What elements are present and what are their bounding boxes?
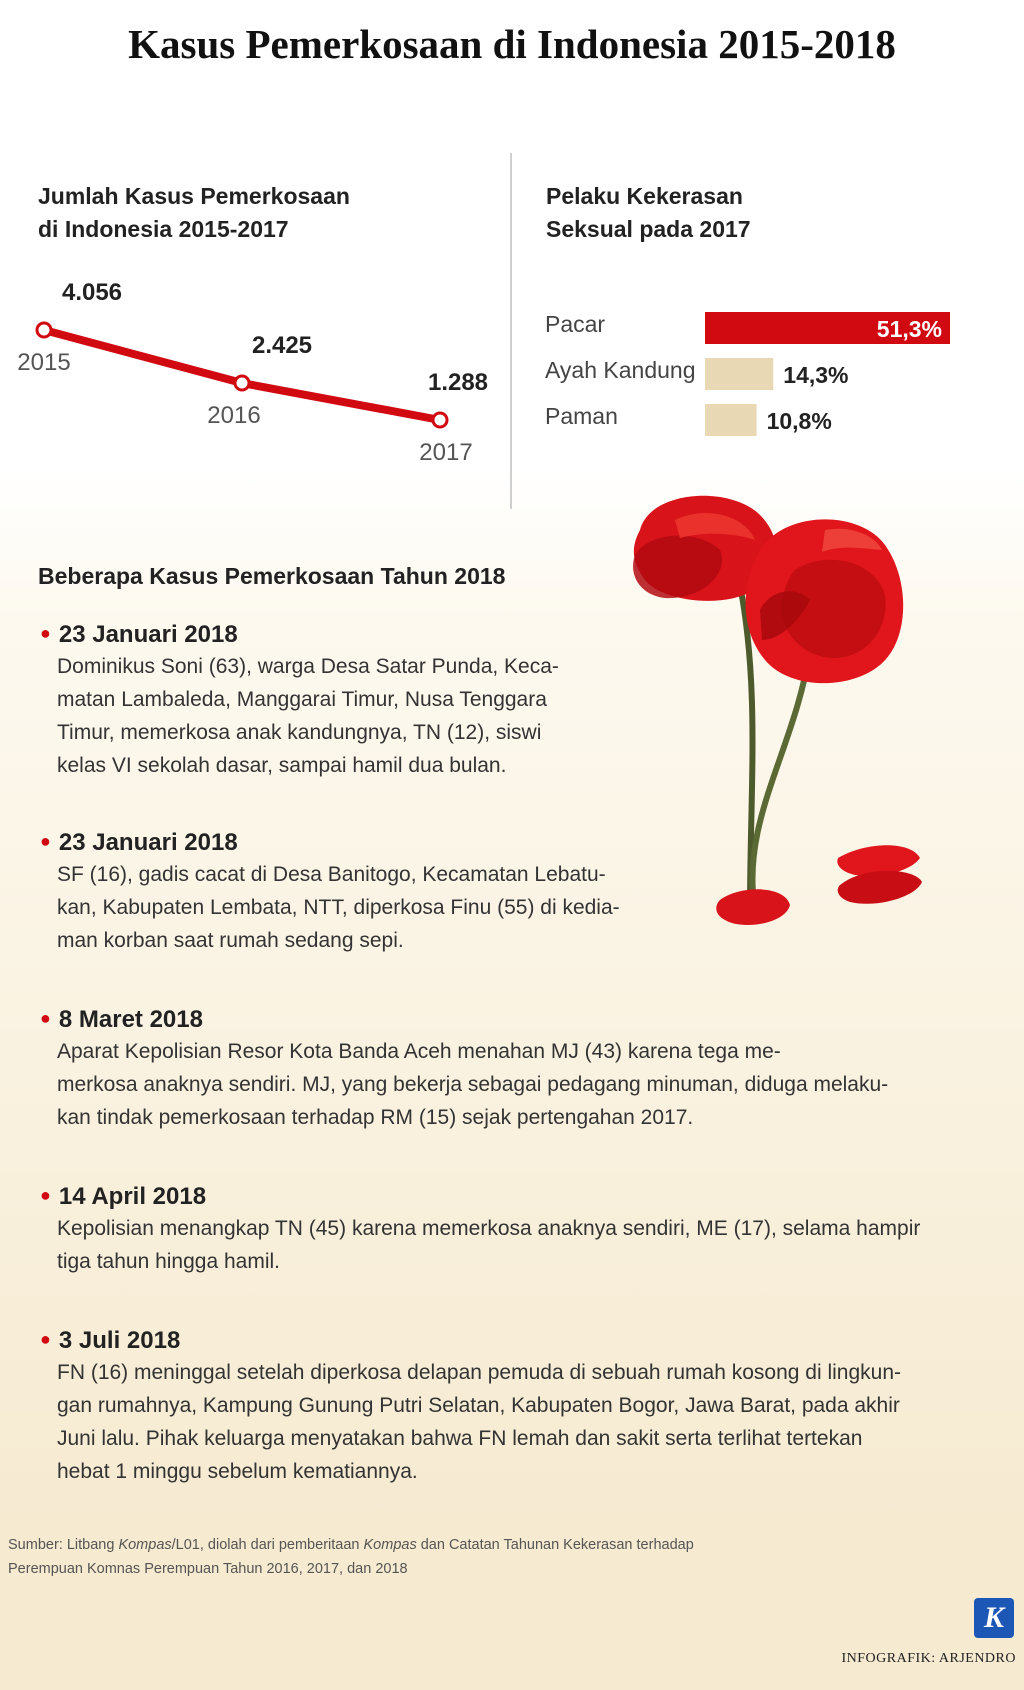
bar-value-label: 14,3% xyxy=(783,362,849,388)
page-title: Kasus Pemerkosaan di Indonesia 2015-2018 xyxy=(128,21,896,67)
case-line: Timur, memerkosa anak kandungnya, TN (12), siswi xyxy=(57,721,542,744)
bullet-dot-icon: ● xyxy=(40,1008,51,1028)
bar-chart-title-line1: Pelaku Kekerasan xyxy=(546,183,743,209)
line-chart xyxy=(0,250,510,480)
case-item xyxy=(40,1003,888,1134)
infographic-credit: INFOGRAFIK: ARJENDRO xyxy=(841,1651,1016,1666)
case-text xyxy=(57,1212,920,1278)
poppy-flower-icon xyxy=(610,490,1024,1000)
bullet-dot-icon: ● xyxy=(40,1329,51,1349)
case-item xyxy=(40,826,620,957)
data-label: 2.425 xyxy=(251,332,313,360)
data-point xyxy=(433,413,447,427)
kompas-logo-icon: K xyxy=(974,1598,1014,1638)
x-tick-label: 2015 xyxy=(17,349,71,376)
category-label: Paman xyxy=(545,403,618,429)
cases-section-title: Beberapa Kasus Pemerkosaan Tahun 2018 xyxy=(38,563,506,589)
x-tick-label: 2016 xyxy=(207,402,261,430)
case-date: 14 April 2018 xyxy=(58,1183,207,1210)
case-item xyxy=(40,618,559,782)
bar-chart-title xyxy=(546,180,751,246)
case-line: kan, Kabupaten Lembata, NTT, diperkosa Finu (55) di kedia- xyxy=(57,896,620,919)
x-tick-label: 2017 xyxy=(419,439,473,466)
line-chart-title xyxy=(38,180,350,246)
bar-chart xyxy=(530,300,1000,450)
data-point xyxy=(37,323,51,337)
case-item xyxy=(40,1180,920,1278)
bar xyxy=(705,358,773,390)
case-text xyxy=(57,1356,901,1488)
case-line: merkosa anaknya sendiri. MJ, yang bekerja sebagai pedagang minuman, diduga melaku- xyxy=(57,1073,889,1096)
case-date: 8 Maret 2018 xyxy=(58,1006,203,1033)
case-line: hebat 1 minggu sebelum kematiannya. xyxy=(57,1460,418,1483)
case-line: kan tindak pemerkosaan terhadap RM (15) sejak pertengahan 2017. xyxy=(57,1106,694,1129)
category-label: Pacar xyxy=(545,311,606,337)
case-line: gan rumahnya, Kampung Gunung Putri Selatan, Kabupaten Bogor, Jawa Barat, pada akhir xyxy=(57,1394,900,1417)
bar-value-label: 51,3% xyxy=(876,316,942,342)
case-date: 3 Juli 2018 xyxy=(58,1327,181,1354)
case-date: 23 Januari 2018 xyxy=(58,621,238,648)
case-item xyxy=(40,1324,901,1488)
case-line: FN (16) meninggal setelah diperkosa delapan pemuda di sebuah rumah kosong di lingkun- xyxy=(57,1361,902,1384)
case-text xyxy=(57,1035,888,1134)
case-date: 23 Januari 2018 xyxy=(58,829,238,856)
case-line: kelas VI sekolah dasar, sampai hamil dua bulan. xyxy=(57,754,507,777)
case-line: Dominikus Soni (63), warga Desa Satar Punda, Keca- xyxy=(57,655,559,678)
line-chart-title-line1: Jumlah Kasus Pemerkosaan xyxy=(38,183,350,209)
bullet-dot-icon: ● xyxy=(40,623,51,643)
category-label: Ayah Kandung xyxy=(545,357,696,383)
source-note xyxy=(8,1533,808,1581)
data-label: 1.288 xyxy=(427,369,489,396)
case-line: tiga tahun hingga hamil. xyxy=(57,1250,280,1273)
bar xyxy=(705,404,757,436)
case-line: SF (16), gadis cacat di Desa Banitogo, Kecamatan Lebatu- xyxy=(57,863,606,886)
data-point xyxy=(235,376,249,390)
bar-chart-title-line2: Seksual pada 2017 xyxy=(546,216,751,242)
source-line1: Sumber: Litbang Kompas/L01, diolah dari pemberitaan Kompas dan Catatan Tahunan Kekerasan terhadap xyxy=(8,1537,694,1553)
case-line: Juni lalu. Pihak keluarga menyatakan bahwa FN lemah dan sakit serta terlihat tertekan xyxy=(57,1427,863,1450)
bar-value-label: 10,8% xyxy=(766,408,832,434)
case-line: matan Lambaleda, Manggarai Timur, Nusa Tenggara xyxy=(57,688,547,711)
source-line2: Perempuan Komnas Perempuan Tahun 2016, 2017, dan 2018 xyxy=(8,1561,408,1577)
case-text xyxy=(57,858,620,957)
case-line: Aparat Kepolisian Resor Kota Banda Aceh menahan MJ (43) karena tega me- xyxy=(57,1040,781,1063)
case-text xyxy=(57,650,559,782)
line-chart-title-line2: di Indonesia 2015-2017 xyxy=(38,216,289,242)
data-label: 4.056 xyxy=(61,279,123,306)
case-line: Kepolisian menangkap TN (45) karena memerkosa anaknya sendiri, ME (17), selama hampir xyxy=(57,1217,921,1240)
case-line: man korban saat rumah sedang sepi. xyxy=(57,929,404,952)
bullet-dot-icon: ● xyxy=(40,1185,51,1205)
bullet-dot-icon: ● xyxy=(40,831,51,851)
section-divider xyxy=(510,153,512,509)
